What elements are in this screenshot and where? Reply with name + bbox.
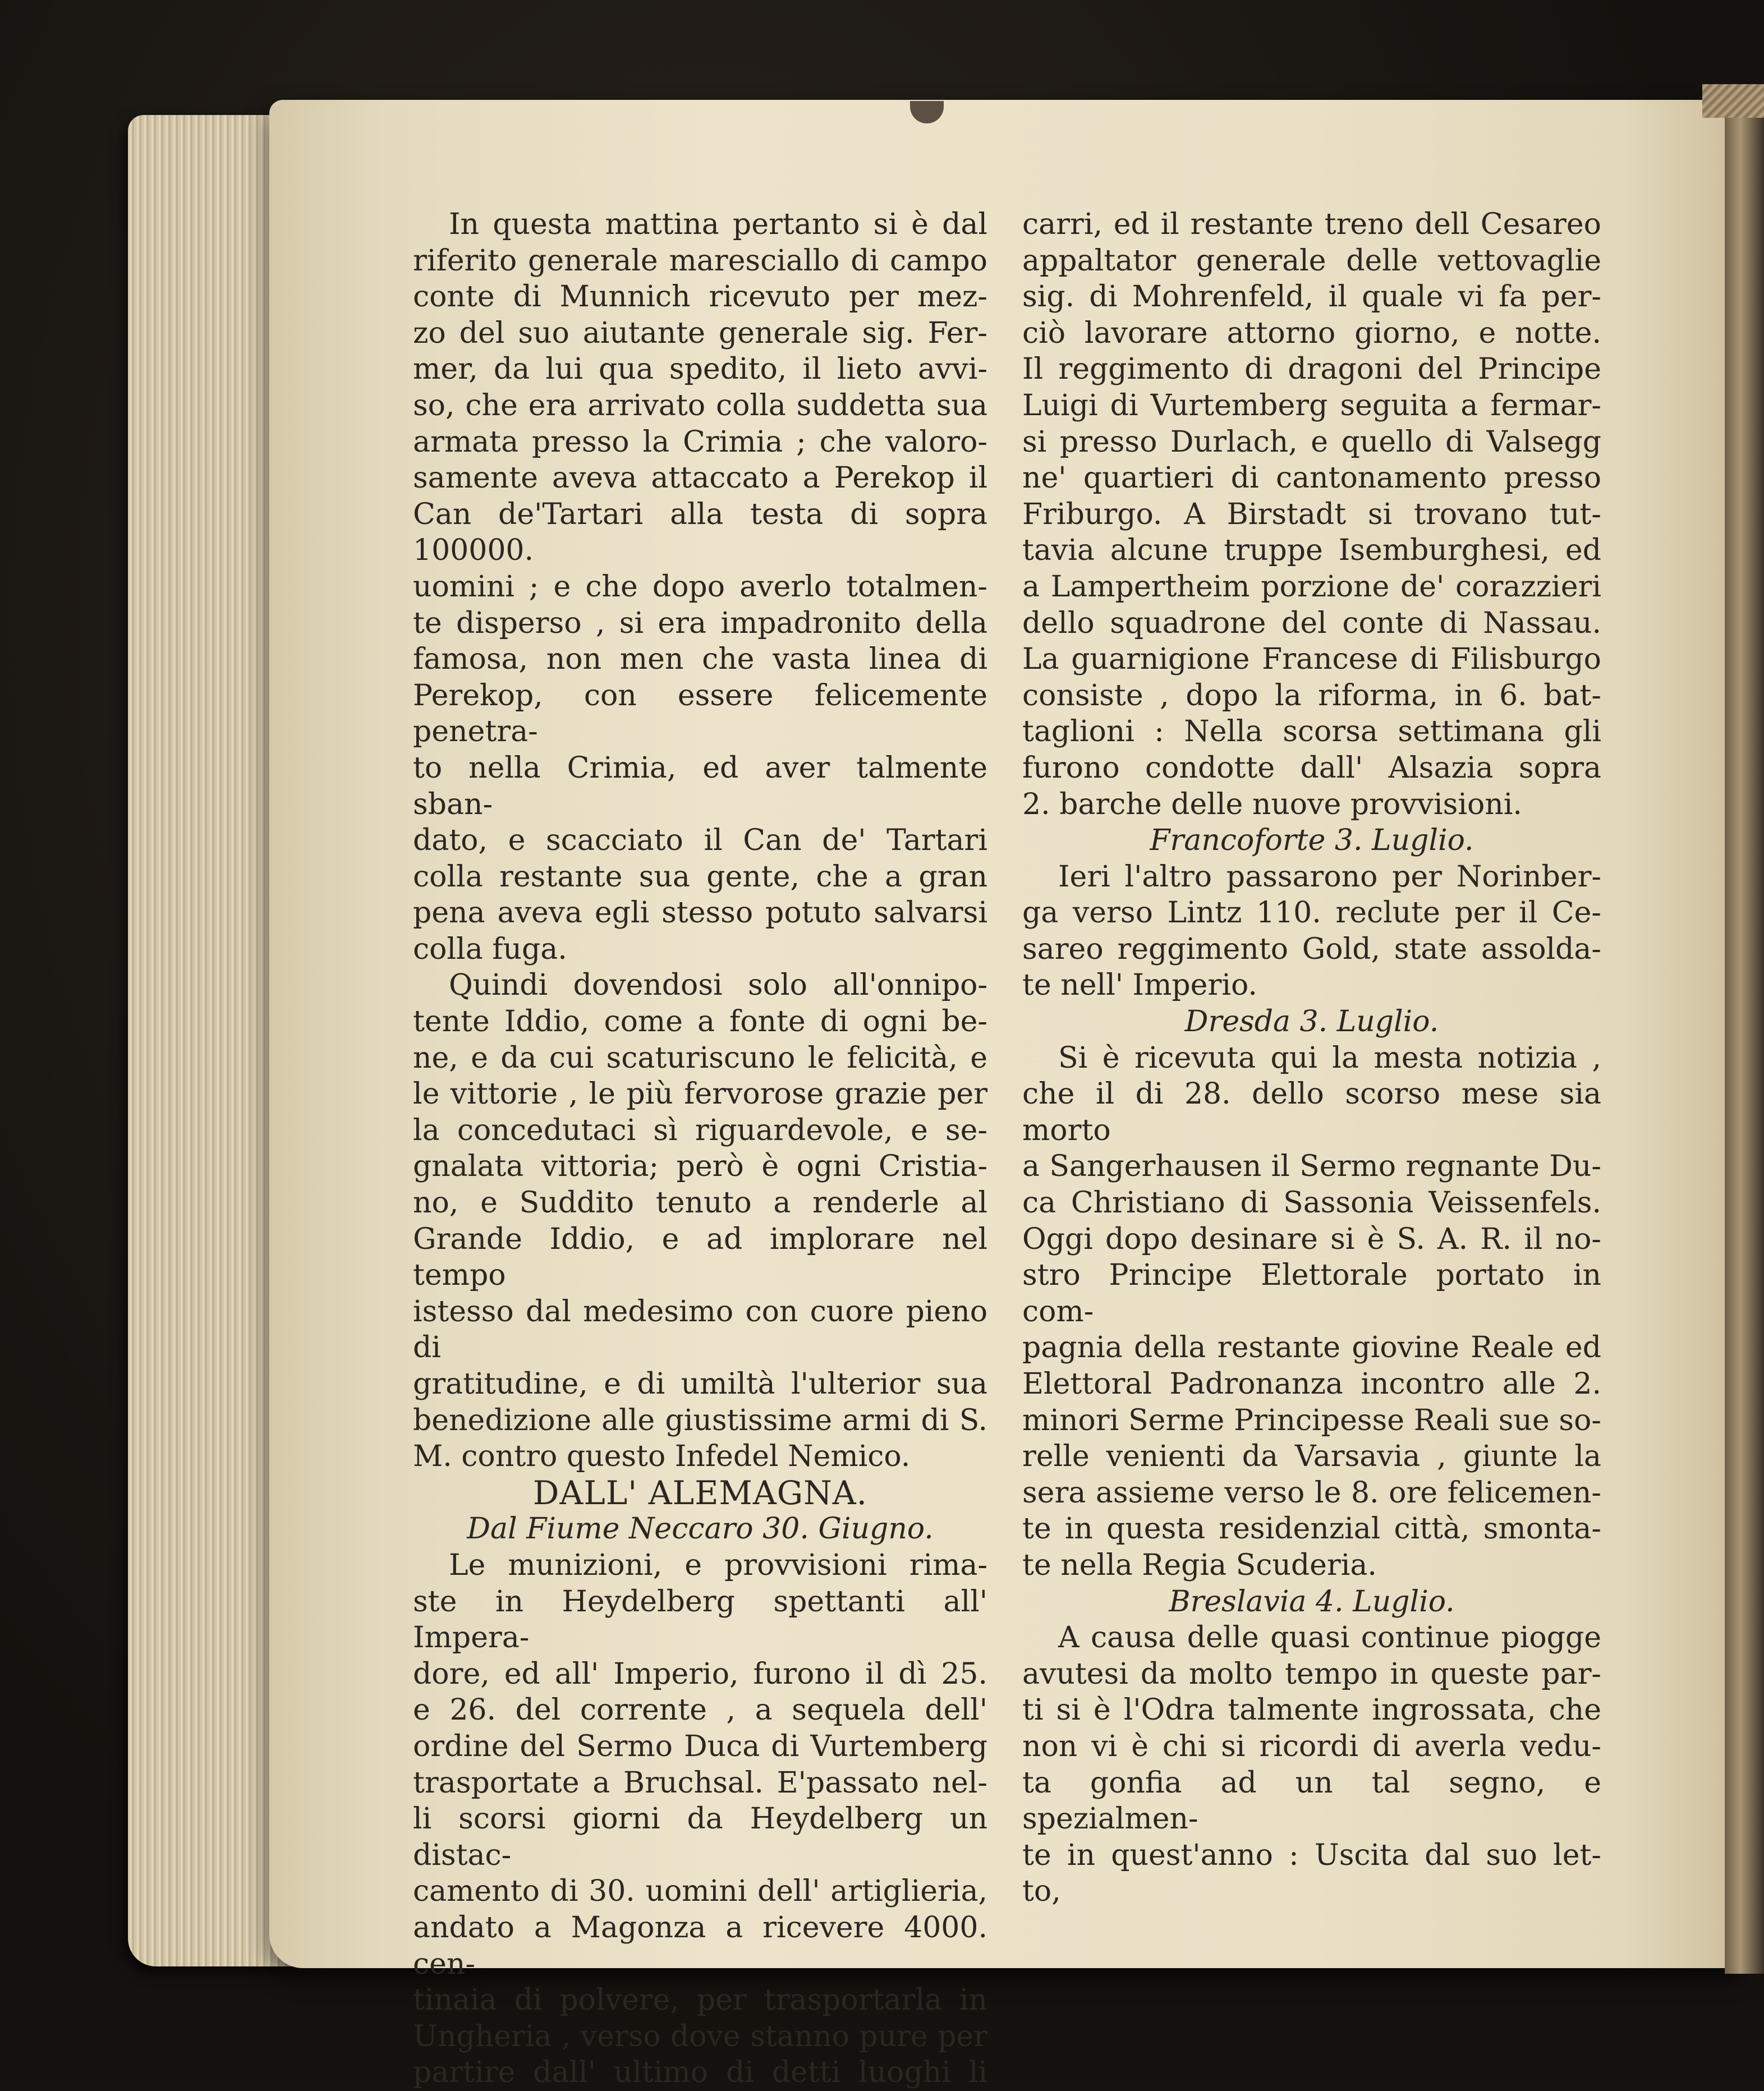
text-line: la concedutaci sì riguardevole, e se- (413, 1113, 987, 1147)
text-line: famosa, non men che vasta linea di (413, 642, 987, 677)
catchword: to, (1022, 1874, 1061, 1909)
dateline: Dal Fiume Neccaro 30. Giugno. (467, 1512, 934, 1546)
text-line: La guarnigione Francese di Filisburgo (1022, 642, 1601, 677)
text-line: si presso Durlach, e quello di Valsegg (1022, 425, 1601, 459)
text-line: te nella Regia Scuderia. (1022, 1548, 1377, 1582)
text-line: so, che era arrivato colla suddetta sua (413, 388, 987, 422)
text-line: colla fuga. (413, 932, 567, 966)
paragraph-breslavia (1022, 1620, 1601, 1873)
text-line: appaltator generale delle vettovaglie (1022, 243, 1601, 278)
text-line: tavia alcune truppe Isemburghesi, ed (1022, 534, 1601, 568)
text-line: Friburgo. A Birstadt si trovano tut- (1022, 497, 1601, 531)
text-line: gnalata vittoria; però è ogni Cristia- (413, 1150, 987, 1184)
text-line: partire dall' ultimo di detti luoghi li (413, 2056, 987, 2090)
text-line: M. contro questo Infedel Nemico. (413, 1440, 911, 1474)
text-line: ga verso Lintz 110. reclute per il Ce- (1022, 896, 1601, 930)
text-line: armata presso la Crimia ; che valoro- (413, 425, 987, 459)
text-line: non vi è chi si ricordi di averla vedu- (1022, 1729, 1601, 1763)
text-line: ca Christiano di Sassonia Veissenfels. (1022, 1186, 1601, 1220)
text-line: sareo reggimento Gold, state assolda- (1022, 932, 1601, 966)
text-line: minori Serme Principesse Reali sue so- (1022, 1403, 1601, 1437)
text-line: Grande Iddio, e ad implorare nel tempo (413, 1222, 987, 1293)
text-line: zo del suo aiutante generale sig. Fer- (413, 316, 987, 350)
text-line: Quindi dovendosi solo all'onnipo- (449, 968, 987, 1003)
text-line: stro Principe Elettorale portato in com- (1022, 1258, 1601, 1329)
text-line: ste in Heydelberg spettanti all' Impera- (413, 1584, 987, 1655)
text-line: no, e Suddito tenuto a renderle al (413, 1186, 987, 1220)
paragraph-dresda (1022, 1040, 1601, 1584)
text-line: ta gonfia ad un tal segno, e spezialmen- (1022, 1766, 1601, 1836)
text-line: ciò lavorare attorno giorno, e notte. (1022, 316, 1601, 350)
text-line: Oggi dopo desinare si è S. A. R. il no- (1022, 1222, 1601, 1256)
text-line: mer, da lui qua spedito, il lieto avvi- (413, 352, 987, 387)
text-line: Luigi di Vurtemberg seguita a fermar- (1022, 388, 1601, 422)
text-line: riferito generale maresciallo di campo (413, 243, 987, 278)
paragraph-troops (1022, 206, 1601, 822)
text-line: relle venienti da Varsavia , giunte la (1022, 1440, 1601, 1474)
dateline: Francoforte 3. Luglio. (1150, 824, 1474, 858)
paragraph-thanksgiving (413, 967, 987, 1474)
text-line: conte di Munnich ricevuto per mez- (413, 280, 987, 314)
text-line: tinaia di polvere, per trasportarla in (413, 1983, 987, 2018)
text-line: te in quest'anno : Uscita dal suo let- (1022, 1838, 1601, 1872)
text-line: sera assieme verso le 8. ore felicemen- (1022, 1476, 1601, 1510)
text-line: uomini ; e che dopo averlo totalmen- (413, 569, 987, 604)
text-line: te in questa residenzial città, smonta- (1022, 1512, 1601, 1546)
text-line: ti si è l'Odra talmente ingrossata, che (1022, 1693, 1601, 1727)
paragraph-crimea-victory (413, 206, 987, 967)
dateline: Breslavia 4. Luglio. (1169, 1584, 1455, 1619)
text-line: ne, e da cui scaturiscuno le felicità, e (413, 1041, 987, 1075)
text-line: furono condotte dall' Alsazia sopra (1022, 751, 1601, 785)
text-line: trasportate a Bruchsal. E'passato nel- (413, 1766, 987, 1800)
dateline: Dresda 3. Luglio. (1184, 1005, 1439, 1039)
text-line: dore, ed all' Imperio, furono il dì 25. (413, 1657, 987, 1691)
text-line: istesso dal medesimo con cuore pieno di (413, 1294, 987, 1365)
text-line: te disperso , si era impadronito della (413, 606, 987, 640)
text-line: li scorsi giorni da Heydelberg un distac- (413, 1802, 987, 1872)
text-line: In questa mattina pertanto si è dal (449, 208, 987, 241)
text-line: dato, e scacciato il Can de' Tartari (413, 824, 987, 858)
text-line: sig. di Mohrenfeld, il quale vi fa per- (1022, 280, 1601, 314)
paragraph-munitions (413, 1547, 987, 2091)
text-line: carri, ed il restante treno dell Cesareo (1022, 208, 1601, 241)
facing-page-edge (1725, 111, 1764, 1974)
text-line: samente aveva attaccato a Perekop il (413, 461, 987, 495)
text-line: che il di 28. dello scorso mese sia morto (1022, 1077, 1601, 1147)
text-line: ne' quartieri di cantonamento presso (1022, 461, 1601, 495)
bookmark-ribbon (1702, 84, 1764, 118)
text-line: Le munizioni, e provvisioni rima- (449, 1548, 987, 1582)
text-line: Si è ricevuta qui la mesta notizia , (1058, 1041, 1601, 1075)
text-line: benedizione alle giustissime armi di S. (413, 1403, 987, 1437)
right-text-column (1022, 206, 1601, 1910)
text-line: Elettoral Padronanza incontro alle 2. (1022, 1367, 1601, 1401)
text-line: andato a Magonza a ricevere 4000. cen- (413, 1910, 987, 1981)
text-line: Can de'Tartari alla testa di sopra 100000. (413, 497, 987, 568)
text-line: pena aveva egli stesso potuto salvarsi (413, 896, 987, 930)
text-line: a Sangerhausen il Sermo regnante Du- (1022, 1150, 1601, 1184)
text-line: dello squadrone del conte di Nassau. (1022, 606, 1601, 640)
paragraph-recruits (1022, 859, 1601, 1004)
text-line: Ungheria , verso dove stanno pure per (413, 2019, 987, 2053)
text-line: Il reggimento di dragoni del Principe (1022, 352, 1601, 387)
text-line: te nell' Imperio. (1022, 968, 1257, 1003)
text-line: camento di 30. uomini dell' artiglieria, (413, 1874, 987, 1909)
text-line: to nella Crimia, ed aver talmente sban- (413, 751, 987, 821)
section-heading: DALL' ALEMAGNA. (532, 1473, 868, 1512)
text-line: e 26. del corrente , a sequela dell' (413, 1693, 987, 1727)
text-line: ordine del Sermo Duca di Vurtemberg (413, 1729, 987, 1763)
text-line: a Lampertheim porzione de' corazzieri (1022, 569, 1601, 604)
text-line: tente Iddio, come a fonte di ogni be- (413, 1005, 987, 1039)
text-line: pagnia della restante giovine Reale ed (1022, 1331, 1601, 1365)
text-line: taglioni : Nella scorsa settimana gli (1022, 715, 1601, 749)
text-line: le vittorie , le più fervorose grazie per (413, 1077, 987, 1111)
text-line: 2. barche delle nuove provvisioni. (1022, 787, 1522, 821)
text-line: consiste , dopo la riforma, in 6. bat- (1022, 678, 1601, 713)
text-line: gratitudine, e di umiltà l'ulterior sua (413, 1367, 987, 1401)
text-line: Perekop, con essere felicemente penetra- (413, 678, 987, 749)
text-line: A causa delle quasi continue piogge (1058, 1621, 1601, 1655)
text-line: avutesi da molto tempo in queste par- (1022, 1657, 1601, 1691)
text-line: colla restante sua gente, che a gran (413, 860, 987, 894)
text-line: Ieri l'altro passarono per Norinber- (1058, 860, 1601, 894)
left-text-column (413, 206, 987, 2091)
